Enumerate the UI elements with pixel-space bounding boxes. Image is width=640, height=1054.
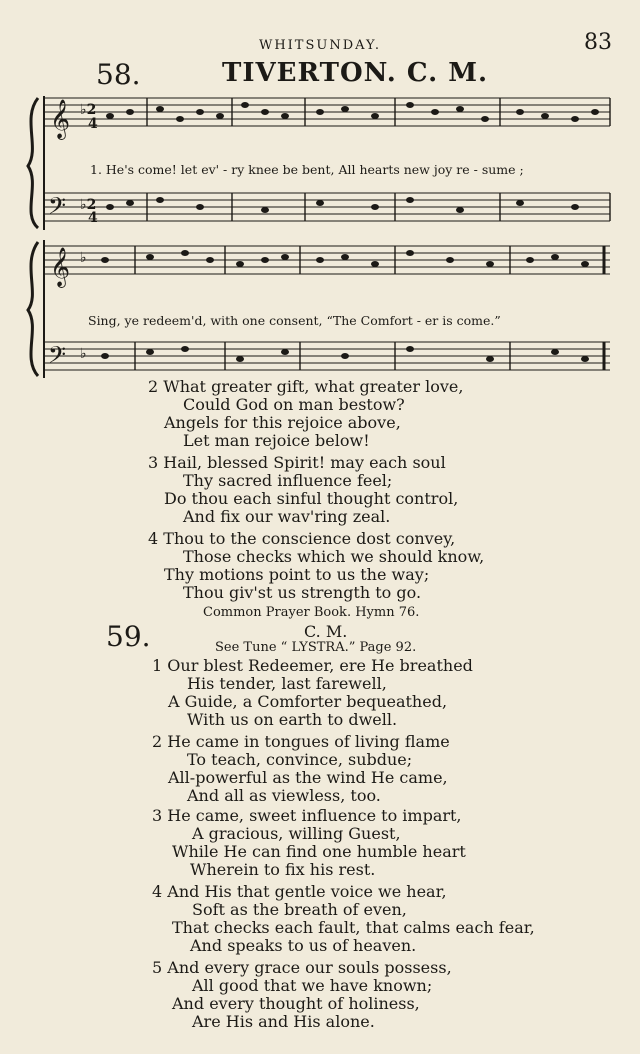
stanza-line: A gracious, willing Guest, <box>192 824 401 843</box>
stanza-line: Thy sacred influence feel; <box>183 471 393 490</box>
stanza-line: 3 He came, sweet influence to impart, <box>152 806 462 825</box>
svg-text:♭: ♭ <box>80 250 87 266</box>
hymn-source: Common Prayer Book. Hymn 76. <box>203 605 420 620</box>
svg-text:4: 4 <box>88 210 98 226</box>
stanza-line: Those checks which we should know, <box>183 547 485 566</box>
stanza-line: And every thought of holiness, <box>172 994 420 1013</box>
stanza-line: All-powerful as the wind He came, <box>168 768 448 787</box>
stanza-line: With us on earth to dwell. <box>187 710 398 729</box>
stanza-line: All good that we have known; <box>192 976 433 995</box>
page-number: 83 <box>584 30 612 55</box>
stanza-line: Are His and His alone. <box>192 1012 375 1031</box>
stanza-line: 3 Hail, blessed Spirit! may each soul <box>148 453 446 472</box>
stanza-line: And fix our wav'ring zeal. <box>183 507 391 526</box>
stanza-line: Wherein to fix his rest. <box>190 860 376 879</box>
lyrics-line-1: 1. He's come! let ev' - ry knee be bent, All hearts new joy re - sume ; <box>90 162 524 177</box>
svg-text:4: 4 <box>88 116 98 132</box>
stanza-line: His tender, last farewell, <box>187 674 387 693</box>
svg-text:𝄢: 𝄢 <box>48 341 67 374</box>
svg-text:𝄞: 𝄞 <box>50 247 71 287</box>
svg-text:♭2: ♭2 <box>80 197 97 213</box>
svg-text:𝄢: 𝄢 <box>48 192 67 225</box>
hymn-58-number: 58. <box>96 58 141 91</box>
stanza-line: To teach, convince, subdue; <box>187 750 413 769</box>
stanza-line: 2 He came in tongues of living flame <box>152 732 450 751</box>
stanza-line: 4 Thou to the conscience dost convey, <box>148 529 456 548</box>
stanza-line: That checks each fault, that calms each fear, <box>172 918 535 937</box>
stanza-line: And all as viewless, too. <box>187 786 381 805</box>
lyrics-line-2: Sing, ye redeem'd, with one consent, “The Comfort - er is come.” <box>88 313 501 328</box>
svg-text:♭: ♭ <box>80 346 87 362</box>
stanza-line: 1 Our blest Redeemer, ere He breathed <box>152 656 473 675</box>
svg-text:♭2: ♭2 <box>80 102 97 118</box>
stanza-line: Thy motions point to us the way; <box>164 565 430 584</box>
stanza-line: Thou giv'st us strength to go. <box>183 583 422 602</box>
hymn-59-number: 59. <box>106 620 151 653</box>
stanza-line: 5 And every grace our souls possess, <box>152 958 452 977</box>
stanza-line: And speaks to us of heaven. <box>190 936 417 955</box>
tune-reference: See Tune “ LYSTRA.” Page 92. <box>215 640 417 655</box>
stanza-line: Soft as the breath of even, <box>192 900 407 919</box>
stanza-line: 2 What greater gift, what greater love, <box>148 377 464 396</box>
stanza-line: A Guide, a Comforter bequeathed, <box>168 692 448 711</box>
stanza-line: Let man rejoice below! <box>183 431 370 450</box>
stanza-line: Do thou each sinful thought control, <box>164 489 459 508</box>
stanza-line: Could God on man bestow? <box>183 395 405 414</box>
tune-title: TIVERTON. C. M. <box>222 58 489 88</box>
stanza-line: While He can find one humble heart <box>172 842 466 861</box>
running-head: WHITSUNDAY. <box>258 38 382 53</box>
hymn-59-meter: C. M. <box>304 622 348 641</box>
stanza-line: Angels for this rejoice above, <box>164 413 401 432</box>
svg-text:𝄞: 𝄞 <box>50 99 71 139</box>
stanza-line: 4 And His that gentle voice we hear, <box>152 882 447 901</box>
